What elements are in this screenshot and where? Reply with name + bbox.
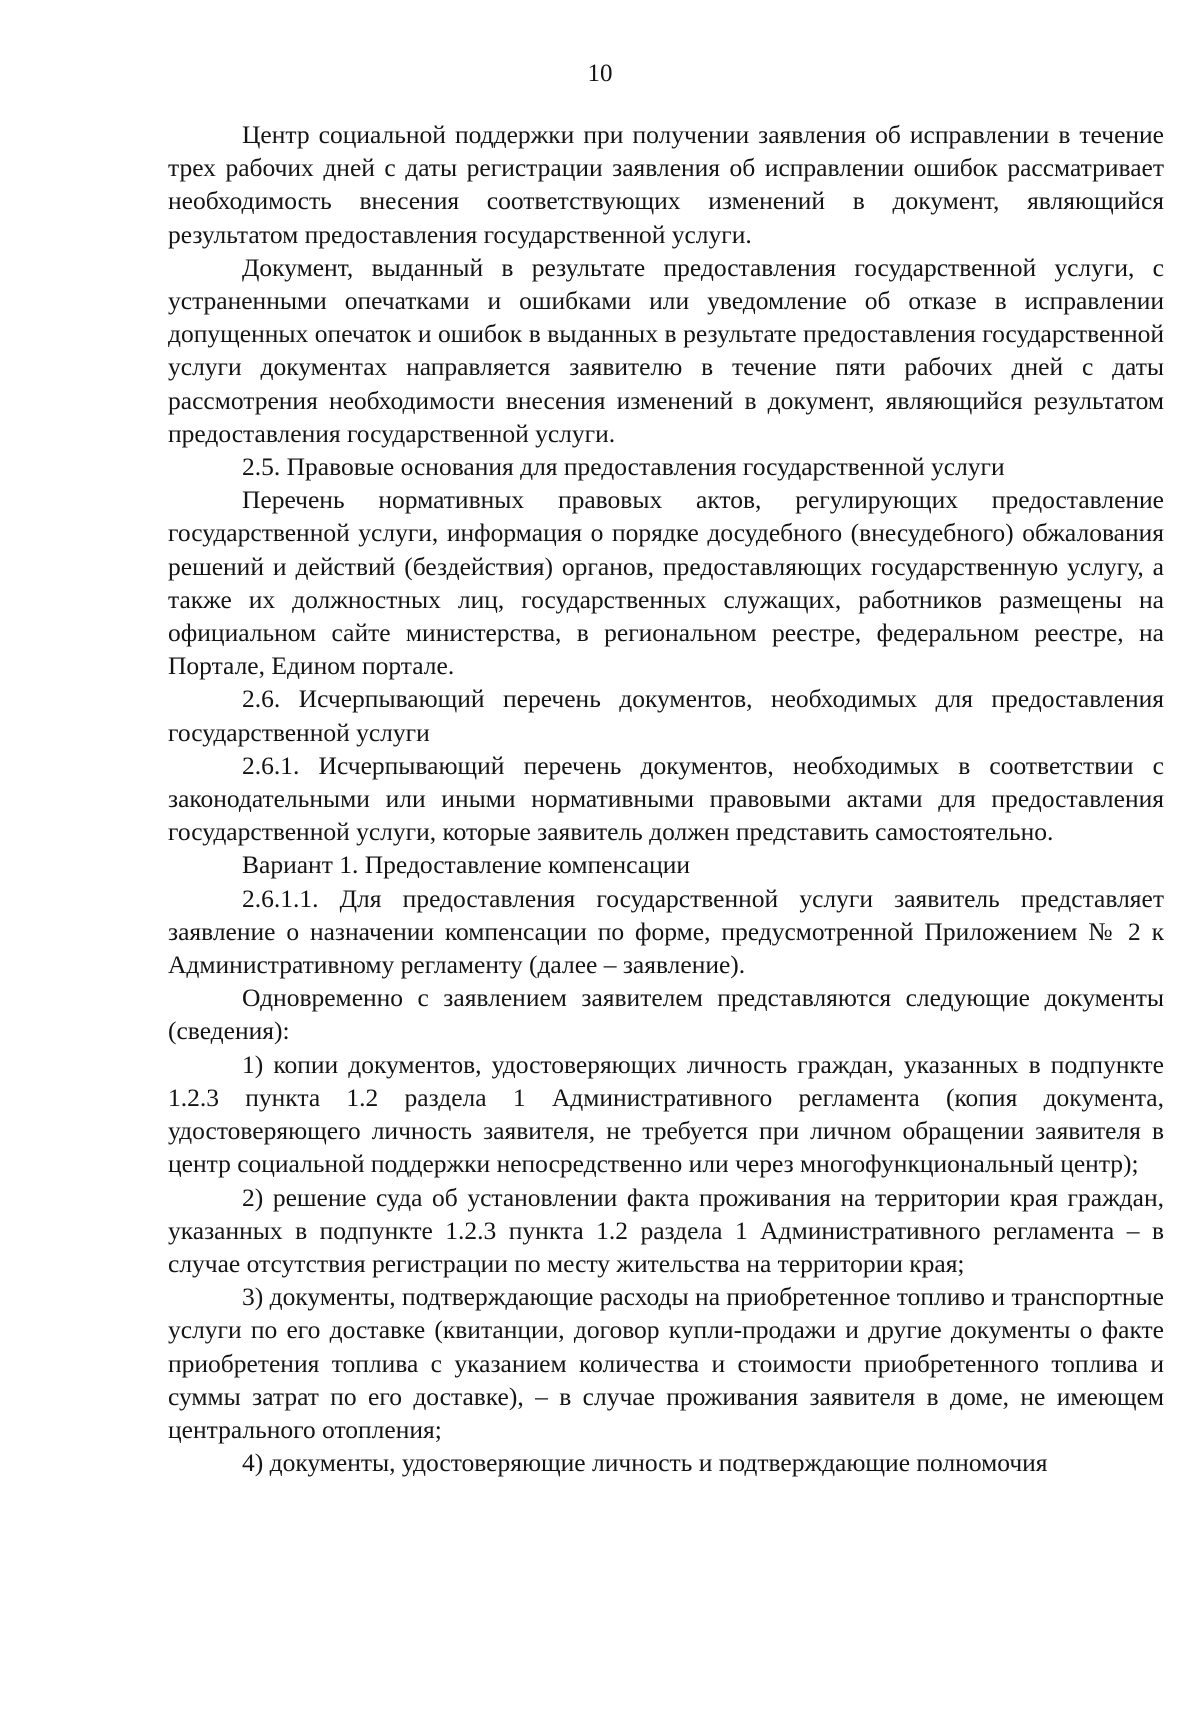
document-body [168,118,1164,1479]
paragraph-documents-intro: Одновременно с заявлением заявителем представляются следующие документы (сведения): [168,983,1164,1046]
list-item-4: 4) документы, удостоверяющие личность и подтверждающие полномочия [242,1448,1048,1478]
page-number: 10 [587,60,613,87]
paragraph-legal-acts: Перечень нормативных правовых актов, регулирующих предоставление государственной услуги, информация о порядке досудебного (внесудебного) обжалования решений и действий (бездействия) органов, предоставляющих государственную услугу, а также их должностных лиц, государственных служащих, работников размещены на официальном сайте министерства, в региональном реестре, федеральном реестре, на Портале, Едином портале. [168,485,1164,681]
list-item-2: 2) решение суда об установлении факта проживания на территории края граждан, указанных в подпункте 1.2.3 пункта 1.2 раздела 1 Административного регламента – в случае отсутствия регистрации по месту жительства на территории края; [168,1182,1164,1278]
paragraph-2-6-1: 2.6.1. Исчерпывающий перечень документов, необходимых в соответствии с законодательными или иными нормативными правовыми актами для предоставления государственной услуги, которые заявитель должен представить самостоятельно. [168,750,1164,847]
section-heading-2-5: 2.5. Правовые основания для предоставления государственной услуги [242,452,1005,482]
paragraph-2-6-1-1: 2.6.1.1. Для предоставления государственной услуги заявитель представляет заявление о назначении компенсации по форме, предусмотренной Приложением № 2 к Административному регламенту (далее – заявление). [168,883,1164,980]
variant-heading: Вариант 1. Предоставление компенсации [242,850,691,880]
section-heading-2-6: 2.6. Исчерпывающий перечень документов, необходимых для предоставления государственной услуги [168,684,1164,747]
paragraph-corrected-document: Документ, выданный в результате предоставления государственной услуги, с устраненными опечатками и ошибками или уведомление об отказе в исправлении допущенных опечаток и ошибок в выданных в результате предоставления государственной услуги документах направляется заявителю в течение пяти рабочих дней с даты рассмотрения необходимости внесения изменений в документ, являющийся результатом предоставления государственной услуги. [168,252,1164,448]
list-item-1: 1) копии документов, удостоверяющих личность граждан, указанных в подпункте 1.2.3 пункта 1.2 раздела 1 Административного регламента (копия документа, удостоверяющего личность заявителя, не требуется при личном обращении заявителя в центр социальной поддержки непосредственно или через многофункциональный центр); [168,1049,1164,1179]
list-item-3: 3) документы, подтверждающие расходы на приобретенное топливо и транспортные услуги по его доставке (квитанции, договор купли-продажи и другие документы о факте приобретения топлива с указанием количества и стоимости приобретенного топлива и суммы затрат по его доставке), – в случае проживания заявителя в доме, не имеющем центрального отопления; [168,1282,1164,1444]
paragraph-correction-review: Центр социальной поддержки при получении заявления об исправлении в течение трех рабочих дней с даты регистрации заявления об исправлении ошибок рассматривает необходимость внесения соответствующих изменений в документ, являющийся результатом предоставления государственной услуги. [168,120,1164,249]
